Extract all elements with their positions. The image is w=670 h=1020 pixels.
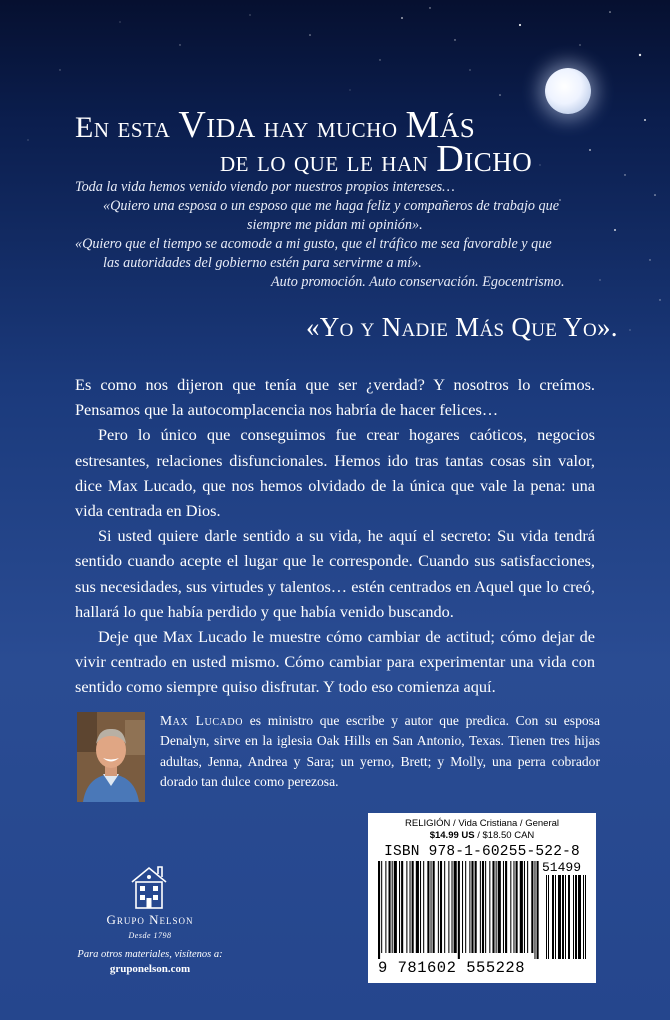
- intro-line-5: las autoridades del gobierno estén para servirme a mí».: [103, 255, 422, 271]
- barcode-bar: [524, 861, 525, 953]
- barcode-bar: [537, 861, 539, 959]
- barcode-bar: [378, 861, 380, 959]
- barcode-bar: [503, 861, 504, 953]
- barcode-addon-bar: [552, 875, 554, 959]
- barcode-bar: [480, 861, 481, 953]
- barcode-bar: [401, 861, 403, 953]
- barcode-bar: [427, 861, 429, 953]
- barcode-addon-bar: [583, 875, 584, 959]
- barcode-addon-bar: [585, 875, 586, 959]
- barcode-bar: [448, 861, 449, 953]
- barcode-addon-bar: [565, 875, 566, 959]
- barcode-bar: [389, 861, 391, 953]
- barcode-bar: [489, 861, 490, 953]
- barcode-bar: [381, 861, 382, 953]
- intro-line-1: Toda la vida hemos venido viendo por nuestros propios intereses…: [75, 179, 455, 195]
- headline-line-2: de lo que le han Dicho: [220, 138, 533, 180]
- barcode-price: [368, 830, 596, 841]
- barcode-digits: 9 781602 555228: [378, 959, 526, 977]
- body-text: [75, 372, 595, 700]
- barcode-bar: [469, 861, 470, 953]
- barcode-bars: [378, 861, 588, 961]
- barcode-addon-bar: [568, 875, 570, 959]
- barcode-bar: [482, 861, 484, 953]
- barcode-addon-bar: [562, 875, 564, 959]
- publisher-more-text: Para otros materiales, visítenos a:: [77, 949, 223, 960]
- barcode-category: RELIGIÓN / Vida Cristiana / General: [405, 818, 559, 829]
- barcode-bar: [394, 861, 397, 953]
- intro-italic-text: [75, 178, 595, 292]
- tagline: «Yo y Nadie Más Que Yo».: [306, 312, 618, 342]
- barcode-bar: [385, 861, 386, 953]
- author-bio-text: es ministro que escribe y autor que predica. Con su esposa Denalyn, sirve en la iglesia Oak Hills en San Antonio, Texas. Tienen tres hijas adultas, Jenna, Andrea y Sara; un yerno, Brett; y Molly, una perra cobrador dorado tan dulce como perezosa.: [160, 713, 600, 790]
- barcode-bar: [423, 861, 424, 953]
- barcode-bar: [531, 861, 533, 953]
- barcode-bar: [416, 861, 419, 953]
- barcode-isbn: ISBN 978-1-60255-522-8: [384, 844, 580, 860]
- intro-line-2: «Quiero una esposa o un esposo que me haga feliz y compañeros de trabajo que: [103, 198, 560, 214]
- barcode-bar: [465, 861, 466, 953]
- author-name: Max Lucado: [160, 713, 244, 728]
- body-paragraph: Pero lo único que conseguimos fue crear hogares caóticos, negocios estresantes, relaciones disfuncionales. Hemos ido tras tantas cosas sin valor, dice Max Lucado, que nos hemos olvidado de la única que vale la pena: una vida centrada en Dios.: [75, 425, 595, 521]
- barcode-bar: [431, 861, 432, 953]
- barcode-addon-bar: [546, 875, 547, 959]
- barcode-bar: [475, 861, 477, 953]
- price-can: / $18.50 CAN: [474, 830, 535, 841]
- barcode-box: [368, 813, 596, 983]
- barcode-bar: [462, 861, 463, 953]
- barcode-ean5: 51499: [542, 860, 582, 875]
- body-paragraph: Es como nos dijeron que tenía que ser ¿verdad? Y nosotros lo creímos. Pensamos que la autocomplacencia nos habría de hacer felices…: [75, 375, 595, 420]
- barcode-addon-bar: [578, 875, 581, 959]
- barcode-bar: [520, 861, 523, 953]
- body-paragraph: Si usted quiere darle sentido a su vida, he aquí el secreto: Su vida tendrá sentido cuando acepte el lugar que le corresponde. Cuando sus satisfacciones, sus necesidades, sus virtudes y talentos… estén centrados en Aquel que lo creó, hallará lo que había perdido y que había venido buscando.: [75, 526, 595, 621]
- barcode-bar: [516, 861, 518, 953]
- barcode-bar: [471, 861, 473, 953]
- barcode-bar: [452, 861, 453, 953]
- barcode-bar: [420, 861, 421, 953]
- barcode-bar: [392, 861, 393, 953]
- barcode-bar: [458, 861, 460, 959]
- barcode-bar: [440, 861, 442, 953]
- author-bio: [160, 711, 600, 793]
- barcode-bar: [485, 861, 486, 953]
- barcode-bar: [527, 861, 528, 953]
- intro-line-4: «Quiero que el tiempo se acomode a mi gusto, que el tráfico me sea favorable y que: [75, 236, 552, 252]
- grupo-nelson-house-logo: [128, 862, 170, 910]
- barcode-bar: [399, 861, 400, 953]
- barcode-bar: [438, 861, 439, 953]
- intro-line-6: Auto promoción. Auto conservación. Egocentrismo.: [271, 274, 565, 290]
- barcode-addon-bar: [575, 875, 577, 959]
- body-paragraph: Deje que Max Lucado le muestre cómo cambiar de actitud; cómo dejar de vivir centrado en usted mismo. Cómo cambiar para experimentar una vida con sentido como siempre quiso disfrutar. Y todo eso comienza aquí.: [75, 627, 595, 697]
- intro-line-3: siempre me pidan mi opinión».: [247, 217, 423, 233]
- barcode-bar: [534, 861, 535, 959]
- barcode-addon-bar: [558, 875, 561, 959]
- barcode-bar: [454, 861, 457, 953]
- barcode-bar: [444, 861, 445, 953]
- barcode-bar: [496, 861, 497, 953]
- barcode-bar: [492, 861, 494, 953]
- price-us: $14.99 US: [429, 830, 475, 841]
- barcode-bar: [406, 861, 407, 953]
- barcode-addon-bar: [573, 875, 574, 959]
- barcode-bar: [498, 861, 501, 953]
- barcode-bar: [510, 861, 511, 953]
- barcode-addon-bar: [555, 875, 556, 959]
- barcode-bar: [505, 861, 507, 953]
- author-photo: [77, 712, 145, 802]
- headline-line-1: En esta Vida hay mucho Más: [75, 104, 476, 146]
- publisher-name: Grupo Nelson: [106, 912, 194, 927]
- barcode-bar: [412, 861, 414, 953]
- publisher-since: Desde 1798: [128, 931, 172, 940]
- barcode-bar: [513, 861, 514, 953]
- barcode-bar: [410, 861, 411, 953]
- barcode-bar: [433, 861, 435, 953]
- barcode-addon-bar: [548, 875, 549, 959]
- publisher-url[interactable]: gruponelson.com: [109, 963, 191, 975]
